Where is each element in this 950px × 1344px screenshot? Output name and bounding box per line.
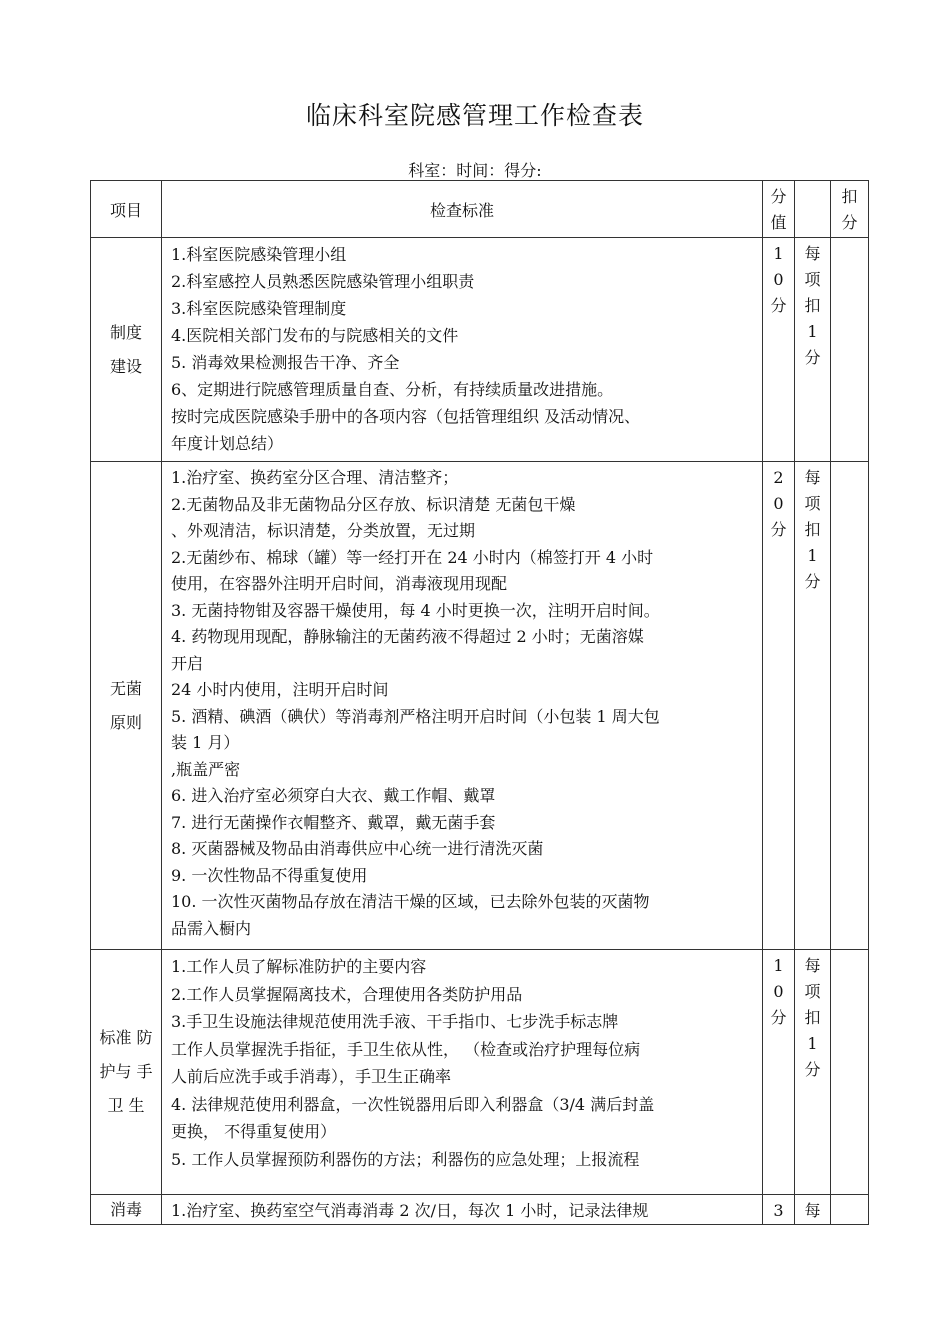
rule-char: 项 — [804, 982, 821, 1001]
header-score-char: 分 — [770, 187, 787, 206]
section-name-line: 无菌 — [109, 678, 142, 698]
standard-item: 使用，在容器外注明开启时间，消毒液现用现配 — [171, 574, 508, 593]
score-char: 3 — [773, 1201, 784, 1220]
standard-item: 4.医院相关部门发布的与院感相关的文件 — [171, 326, 459, 345]
rule-char: 每 — [804, 1201, 821, 1220]
score-char: 0 — [773, 982, 784, 1001]
standard-item: 1.工作人员了解标准防护的主要内容 — [171, 957, 427, 976]
score-char: 0 — [773, 494, 784, 513]
section-deduct-rule — [795, 1195, 831, 1225]
section-deduct-rule — [795, 462, 831, 950]
standard-item: 5. 酒精、碘酒（碘伏）等消毒剂严格注明开启时间（小包装 1 周大包 — [171, 706, 660, 726]
rule-char: 每 — [804, 244, 821, 263]
section-name-line: 制度 — [109, 322, 142, 342]
rule-char: 分 — [804, 1060, 821, 1079]
section-name — [91, 462, 162, 950]
header-score-char: 值 — [770, 213, 787, 232]
standard-item: 2.无菌物品及非无菌物品分区存放、标识清楚 无菌包干燥 — [171, 494, 576, 514]
section-standards — [162, 1195, 763, 1225]
standard-item: 2.科室感控人员熟悉医院感染管理小组职责 — [171, 272, 475, 291]
rule-char: 扣 — [804, 296, 821, 315]
standard-item: 人前后应洗手或手消毒），手卫生正确率 — [171, 1067, 452, 1086]
rule-char: 每 — [804, 468, 821, 487]
rule-char: 1 — [807, 546, 818, 565]
standard-item: 3.科室医院感染管理制度 — [171, 299, 347, 318]
header-row — [91, 181, 869, 238]
header-deduct-char: 分 — [841, 213, 858, 232]
score-char: 2 — [773, 468, 784, 487]
section-standards — [162, 238, 763, 462]
score-char: 1 — [773, 956, 784, 975]
inspection-table — [90, 180, 869, 1225]
section-name-line: 标准 防 — [99, 1028, 153, 1047]
section-row — [91, 462, 869, 950]
section-deduct-blank — [831, 950, 869, 1195]
standard-item: 工作人员掌握洗手指征，手卫生依从性， （检查或治疗护理每位病 — [171, 1039, 641, 1059]
standard-item: 1.科室医院感染管理小组 — [171, 245, 347, 264]
header-standard: 检查标准 — [162, 181, 763, 238]
standard-item: 4. 药物现用现配，静脉输注的无菌药液不得超过 2 小时；无菌溶媒 — [171, 627, 644, 646]
standard-item: 6. 进入治疗室必须穿白大衣、戴工作帽、戴罩 — [171, 786, 496, 805]
standard-item: 5. 消毒效果检测报告干净、齐全 — [171, 353, 400, 372]
standard-item: 8. 灭菌器械及物品由消毒供应中心统一进行清洗灭菌 — [171, 839, 544, 858]
rule-char: 每 — [804, 956, 821, 975]
rule-char: 扣 — [804, 1008, 821, 1027]
section-deduct-rule — [795, 238, 831, 462]
standard-item: 按时完成医院感染手册中的各项内容（包括管理组织 及活动情况、 — [171, 407, 641, 426]
standard-item: 、外观清洁，标识清楚，分类放置，无过期 — [171, 521, 476, 540]
section-name — [91, 1195, 162, 1225]
header-deduct-char: 扣 — [841, 187, 858, 206]
standard-item: 装 1 月） — [171, 733, 240, 752]
rule-char: 1 — [807, 1034, 818, 1053]
rule-char: 1 — [807, 322, 818, 341]
section-score — [763, 950, 795, 1195]
standard-item: 10. 一次性灭菌物品存放在清洁干燥的区域，已去除外包装的灭菌物 — [171, 892, 650, 911]
section-name-line: 护与 手 — [99, 1062, 153, 1081]
standard-item: 更换， 不得重复使用） — [171, 1122, 337, 1141]
section-name-line: 原则 — [109, 712, 142, 732]
section-score — [763, 238, 795, 462]
section-score — [763, 462, 795, 950]
rule-char: 项 — [804, 494, 821, 513]
score-char: 0 — [773, 270, 784, 289]
header-score — [763, 181, 795, 238]
section-deduct-rule — [795, 950, 831, 1195]
score-char: 分 — [770, 1008, 787, 1027]
section-name-line: 建设 — [109, 356, 142, 376]
section-deduct-blank — [831, 1195, 869, 1225]
standard-item: 2.工作人员掌握隔离技术，合理使用各类防护用品 — [171, 984, 523, 1004]
page-title: 临床科室院感管理工作检查表 — [305, 101, 644, 130]
standard-item: 3.手卫生设施法律规范使用洗手液、干手指巾、七步洗手标志牌 — [171, 1012, 619, 1031]
standard-item: 7. 进行无菌操作衣帽整齐、戴罩，戴无菌手套 — [171, 812, 496, 832]
section-standards — [162, 462, 763, 950]
header-project: 项目 — [91, 181, 162, 238]
section-name — [91, 238, 162, 462]
section-deduct-blank — [831, 238, 869, 462]
page-subtitle: 科室：时间：得分: — [408, 161, 542, 180]
standard-item: ,瓶盖严密 — [171, 759, 241, 779]
score-char: 1 — [773, 244, 784, 263]
standard-item: 年度计划总结） — [171, 434, 284, 453]
section-row — [91, 950, 869, 1195]
section-deduct-blank — [831, 462, 869, 950]
rule-char: 分 — [804, 572, 821, 591]
header-empty — [795, 181, 831, 238]
section-standards — [162, 950, 763, 1195]
score-char: 分 — [770, 520, 787, 539]
standard-item: 4. 法律规范使用利器盒，一次性锐器用后即入利器盒（3/4 满后封盖 — [171, 1094, 655, 1114]
standard-item: 3. 无菌持物钳及容器干燥使用，每 4 小时更换一次，注明开启时间。 — [171, 600, 660, 620]
rule-char: 项 — [804, 270, 821, 289]
standard-item: 6、定期进行院感管理质量自查、分析，有持续质量改进措施。 — [171, 380, 614, 399]
section-name-line: 卫 生 — [107, 1096, 145, 1115]
section-row — [91, 1195, 869, 1225]
rule-char: 分 — [804, 348, 821, 367]
standard-item: 9. 一次性物品不得重复使用 — [171, 865, 368, 885]
standard-item: 品需入橱内 — [171, 918, 252, 938]
standard-item: 1.治疗室、换药室空气消毒消毒 2 次/日，每次 1 小时，记录法律规 — [171, 1201, 649, 1220]
standard-item: 24 小时内使用，注明开启时间 — [171, 680, 389, 699]
header-deduct — [831, 181, 869, 238]
standard-item: 5. 工作人员掌握预防利器伤的方法；利器伤的应急处理；上报流程 — [171, 1149, 640, 1169]
rule-char: 扣 — [804, 520, 821, 539]
section-name-line: 消毒 — [109, 1200, 142, 1219]
score-char: 分 — [770, 296, 787, 315]
standard-item: 开启 — [171, 653, 204, 673]
section-name — [91, 950, 162, 1195]
standard-item: 2.无菌纱布、棉球（罐）等一经打开在 24 小时内（棉签打开 4 小时 — [171, 547, 654, 567]
section-row — [91, 238, 869, 462]
section-score — [763, 1195, 795, 1225]
standard-item: 1.治疗室、换药室分区合理、清洁整齐； — [171, 468, 459, 487]
